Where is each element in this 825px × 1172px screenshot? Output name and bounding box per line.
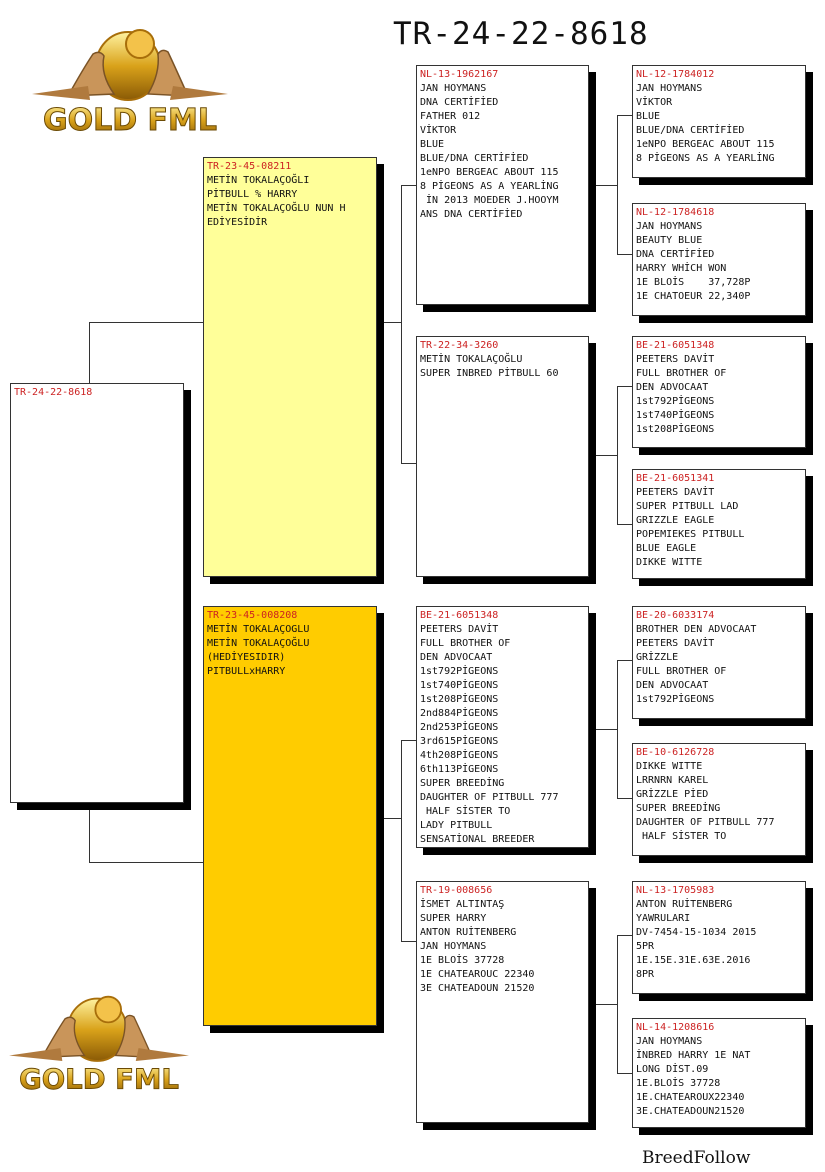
footer-brand: BreedFollow bbox=[642, 1148, 751, 1168]
info-line: İSMET ALTINTAŞ bbox=[420, 899, 505, 910]
ring-number: TR-23-45-08211 bbox=[207, 161, 292, 172]
granddam-paternal-box[interactable] bbox=[416, 336, 589, 577]
info-line: FULL BROTHER OF bbox=[636, 666, 727, 677]
info-line: 1E CHATOEUR 22,340P bbox=[636, 291, 751, 302]
info-line: DV-7454-15-1034 2015 bbox=[636, 927, 757, 938]
info-line: GRİZZLE bbox=[636, 652, 679, 663]
info-line: 2nd253PİGEONS bbox=[420, 722, 499, 733]
info-line: EDİYESİDİR bbox=[207, 217, 268, 228]
great-grandparent-box[interactable] bbox=[632, 606, 806, 719]
connector bbox=[89, 862, 203, 863]
info-line: ANTON RUİTENBERG bbox=[420, 927, 517, 938]
connector bbox=[617, 1073, 632, 1074]
info-line: İN 2013 MOEDER J.HOOYM bbox=[420, 195, 559, 206]
ring-number: NL-12-1784012 bbox=[636, 69, 715, 80]
info-line: GRİZZLE PİED bbox=[636, 789, 709, 800]
great-grandparent-box[interactable] bbox=[632, 1018, 806, 1128]
info-line: JAN HOYMANS bbox=[420, 941, 487, 952]
connector bbox=[589, 455, 618, 456]
info-line: PİTBULL % HARRY bbox=[207, 189, 298, 200]
info-line: JAN HOYMANS bbox=[636, 83, 703, 94]
info-line: BLUE/DNA CERTİFİED bbox=[420, 153, 529, 164]
info-line: BEAUTY BLUE bbox=[636, 235, 703, 246]
ring-number: BE-20-6033174 bbox=[636, 610, 715, 621]
info-line: 2nd884PİGEONS bbox=[420, 708, 499, 719]
info-line: 1st208PİGEONS bbox=[636, 424, 715, 435]
info-line: SUPER BREEDİNG bbox=[420, 778, 505, 789]
info-line: HALF SİSTER TO bbox=[420, 806, 511, 817]
info-line: DEN ADVOCAAT bbox=[636, 382, 709, 393]
gold-fml-logo-bottom bbox=[2, 982, 197, 1094]
info-line: FULL BROTHER OF bbox=[636, 368, 727, 379]
info-line: DEN ADVOCAAT bbox=[420, 652, 493, 663]
info-line: POPEMIEKES PITBULL bbox=[636, 529, 745, 540]
info-line: SUPER INBRED PİTBULL 60 bbox=[420, 368, 559, 379]
connector bbox=[377, 818, 402, 819]
info-line: PEETERS DAVİT bbox=[420, 624, 499, 635]
connector bbox=[401, 463, 416, 464]
info-line: DNA CERTİFİED bbox=[636, 249, 715, 260]
info-line: PEETERS DAVİT bbox=[636, 354, 715, 365]
info-line: 3rd615PİGEONS bbox=[420, 736, 499, 747]
info-line: 5PR bbox=[636, 941, 655, 952]
ring-number: TR-19-008656 bbox=[420, 885, 493, 896]
info-line: DNA CERTİFİED bbox=[420, 97, 499, 108]
info-line: 1E CHATEAROUC 22340 bbox=[420, 969, 535, 980]
grandsire-paternal-box[interactable] bbox=[416, 65, 589, 305]
info-line: 1eNPO BERGEAC ABOUT 115 bbox=[636, 139, 775, 150]
info-line: METİN TOKALAÇOĞLU NUN H bbox=[207, 203, 346, 214]
connector bbox=[589, 729, 618, 730]
info-line: SUPER HARRY bbox=[420, 913, 487, 924]
info-line: 8 PİGEONS AS A YEARLİNG bbox=[420, 181, 559, 192]
connector bbox=[617, 660, 632, 661]
connector bbox=[617, 935, 632, 936]
info-line: VİKTOR bbox=[636, 97, 673, 108]
info-line: VİKTOR bbox=[420, 125, 457, 136]
logo-text-bottom: GOLD FML bbox=[19, 1063, 179, 1094]
sire-box[interactable] bbox=[203, 157, 377, 577]
info-line: GRIZZLE EAGLE bbox=[636, 515, 715, 526]
connector bbox=[401, 740, 416, 741]
info-line: 8 PİGEONS AS A YEARLİNG bbox=[636, 153, 775, 164]
connector bbox=[617, 524, 632, 525]
info-line: 1E BLOİS 37,728P bbox=[636, 277, 751, 288]
info-line: LONG DİST.09 bbox=[636, 1064, 709, 1075]
connector bbox=[89, 803, 90, 863]
ring-number: BE-21-6051341 bbox=[636, 473, 715, 484]
granddam-maternal-box[interactable] bbox=[416, 881, 589, 1123]
info-line: METİN TOKALAÇOĞLU bbox=[207, 638, 310, 649]
info-line: BLUE bbox=[636, 111, 661, 122]
info-line: LADY PITBULL bbox=[420, 820, 493, 831]
info-line: BLUE/DNA CERTİFİED bbox=[636, 125, 745, 136]
subject-box[interactable] bbox=[10, 383, 184, 803]
info-line: 1st740PİGEONS bbox=[636, 410, 715, 421]
info-line: METİN TOKALAÇOĞLI bbox=[207, 175, 310, 186]
info-line: METİN TOKALAÇOĞLU bbox=[420, 354, 523, 365]
connector bbox=[589, 1004, 618, 1005]
info-line: 1E.15E.31E.63E.2016 bbox=[636, 955, 751, 966]
connector bbox=[377, 322, 402, 323]
info-line: BLUE EAGLE bbox=[636, 543, 697, 554]
info-line: PEETERS DAVİT bbox=[636, 487, 715, 498]
info-line: 1eNPO BERGEAC ABOUT 115 bbox=[420, 167, 559, 178]
info-line: JAN HOYMANS bbox=[636, 1036, 703, 1047]
info-line: 1st792PİGEONS bbox=[636, 694, 715, 705]
info-line: 1E.BLOİS 37728 bbox=[636, 1078, 721, 1089]
info-line: DAUGHTER OF PITBULL 777 bbox=[420, 792, 559, 803]
info-line: DIKKE WITTE bbox=[636, 761, 703, 772]
great-grandparent-box[interactable] bbox=[632, 65, 806, 178]
connector bbox=[617, 254, 632, 255]
info-line: 1st740PİGEONS bbox=[420, 680, 499, 691]
ring-number: NL-12-1784618 bbox=[636, 207, 715, 218]
great-grandparent-box[interactable] bbox=[632, 203, 806, 316]
page-title: TR-24-22-8618 bbox=[393, 16, 649, 52]
ring-number: NL-14-1208616 bbox=[636, 1022, 715, 1033]
info-line: PITBULLxHARRY bbox=[207, 666, 286, 677]
info-line: 1st208PİGEONS bbox=[420, 694, 499, 705]
ring-number: TR-24-22-8618 bbox=[14, 387, 93, 398]
info-line: PEETERS DAVİT bbox=[636, 638, 715, 649]
info-line: 1st792PİGEONS bbox=[420, 666, 499, 677]
logo-text-top: GOLD FML bbox=[42, 103, 218, 136]
gold-fml-logo-top bbox=[28, 14, 233, 136]
ring-number: TR-22-34-3260 bbox=[420, 340, 499, 351]
info-line: ANTON RUİTENBERG bbox=[636, 899, 733, 910]
info-line: BLUE bbox=[420, 139, 445, 150]
info-line: 3E CHATEADOUN 21520 bbox=[420, 983, 535, 994]
info-line: HALF SİSTER TO bbox=[636, 831, 727, 842]
connector bbox=[89, 322, 90, 384]
connector bbox=[617, 798, 632, 799]
info-line: İNBRED HARRY 1E NAT bbox=[636, 1050, 751, 1061]
connector bbox=[589, 185, 618, 186]
info-line: ANS DNA CERTİFİED bbox=[420, 209, 523, 220]
info-line: FULL BROTHER OF bbox=[420, 638, 511, 649]
info-line: DIKKE WITTE bbox=[636, 557, 703, 568]
ring-number: TR-23-45-008208 bbox=[207, 610, 298, 621]
info-line: 4th208PİGEONS bbox=[420, 750, 499, 761]
great-grandparent-box[interactable] bbox=[632, 743, 806, 856]
info-line: YAWRULARI bbox=[636, 913, 691, 924]
connector bbox=[89, 322, 203, 323]
ring-number: BE-21-6051348 bbox=[636, 340, 715, 351]
info-line: METİN TOKALAÇOGLU bbox=[207, 624, 310, 635]
info-line: 6th113PİGEONS bbox=[420, 764, 499, 775]
info-line: 1E BLOİS 37728 bbox=[420, 955, 505, 966]
info-line: SENSATİONAL BREEDER bbox=[420, 834, 535, 845]
info-line: LRRNRN KAREL bbox=[636, 775, 709, 786]
info-line: DEN ADVOCAAT bbox=[636, 680, 709, 691]
great-grandparent-box[interactable] bbox=[632, 336, 806, 448]
ring-number: NL-13-1705983 bbox=[636, 885, 715, 896]
info-line: SUPER PITBULL LAD bbox=[636, 501, 739, 512]
great-grandparent-box[interactable] bbox=[632, 469, 806, 579]
ring-number: BE-21-6051348 bbox=[420, 610, 499, 621]
info-line: (HEDİYESIDIR) bbox=[207, 652, 286, 663]
connector bbox=[401, 185, 416, 186]
connector bbox=[617, 115, 632, 116]
info-line: 8PR bbox=[636, 969, 655, 980]
ring-number: BE-10-6126728 bbox=[636, 747, 715, 758]
connector bbox=[401, 740, 402, 942]
info-line: DAUGHTER OF PITBULL 777 bbox=[636, 817, 775, 828]
info-line: SUPER BREEDİNG bbox=[636, 803, 721, 814]
info-line: 1st792PİGEONS bbox=[636, 396, 715, 407]
dam-box[interactable] bbox=[203, 606, 377, 1026]
grandsire-maternal-box[interactable] bbox=[416, 606, 589, 848]
great-grandparent-box[interactable] bbox=[632, 881, 806, 994]
info-line: 3E.CHATEADOUN21520 bbox=[636, 1106, 745, 1117]
info-line: HARRY WHİCH WON bbox=[636, 263, 727, 274]
ring-number: NL-13-1962167 bbox=[420, 69, 499, 80]
connector bbox=[401, 941, 416, 942]
connector bbox=[617, 386, 632, 387]
info-line: JAN HOYMANS bbox=[420, 83, 487, 94]
connector bbox=[401, 185, 402, 464]
info-line: BROTHER DEN ADVOCAAT bbox=[636, 624, 757, 635]
info-line: 1E.CHATEAROUX22340 bbox=[636, 1092, 745, 1103]
info-line: FATHER 012 bbox=[420, 111, 481, 122]
info-line: JAN HOYMANS bbox=[636, 221, 703, 232]
